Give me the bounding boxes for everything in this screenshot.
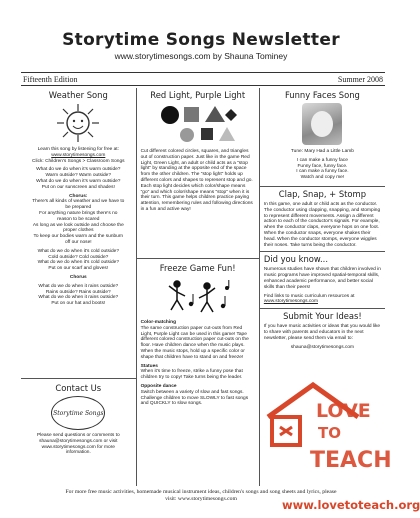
watermark-love: LOVE [316, 400, 371, 422]
dancing-music-icon [163, 276, 233, 318]
contact-text: Please send questions or comments to shauna@storytimesongs.com or visit www.storytimesongs.com for more information. [21, 433, 136, 456]
submit-title: Submit Your Ideas! [283, 311, 362, 322]
footer-line-2[interactable]: visit: www.storytimesongs.com [165, 496, 237, 502]
column-middle [137, 88, 260, 486]
weather-verse-2: What do we do when it's cold outside? Cold outside? Cold outside? What do we do when it's cold outside? Put on our scarf and gloves! [37, 248, 120, 272]
clap-title: Clap, Snap, + Stomp [278, 188, 367, 199]
edition-bar [21, 72, 385, 86]
weather-song-title: Weather Song [48, 90, 108, 100]
watermark-to: TO [318, 424, 341, 442]
didyouknow-text: Numerous studies have shown that children involved in music programs have improved spatial-temporal skills, enhanced academic performance, and better social skills than their peers! [263, 267, 381, 290]
chorus-label: Chorus: [69, 193, 88, 199]
redlight-title: Red Light, Purple Light [150, 90, 246, 100]
funny-faces-title: Funny Faces Song [284, 90, 360, 100]
edition-label: Fifteenth Edition [23, 74, 78, 84]
clap-text: In this game, one adult or child acts as the conductor. The conductor using clapping, snapping, and stomping to represent different movements. Assign a different action to each of the conductor's signals. For example, when the conductor claps, everyone hops on one foot. When the conductor snaps, everyone shakes their head. When the conductor stomps, everyone wiggles their noses. Take turns being the conductor. [263, 201, 381, 248]
didyouknow-title: Did you know... [263, 254, 328, 265]
weather-link[interactable]: www.storytimesongs.com [51, 152, 106, 158]
freeze-p1: The same construction paper cut-outs from Red Light, Purple Light can be used in this game! Tape different colored construction paper cut-outs on the floor. Have children dance when the music plays. When the music stops, hold up a specific color or shape that children have to stand on and freeze! [140, 325, 249, 360]
freeze-title: Freeze Game Fun! [159, 263, 236, 273]
page-subtitle: www.storytimesongs.com by Shauna Tominey [114, 51, 288, 61]
submit-text: If you have music activities or ideas that you would like to share with parents and educators in the next newsletter, please send them via email to: [263, 324, 381, 341]
weather-verse-3: What do we do when it rains outside? Rains outside? Rains outside? What do we do when it rains outside? Put on our hat and boots! [38, 283, 119, 307]
contact-title: Contact Us [55, 383, 102, 393]
sun-icon [55, 103, 101, 143]
watermark-url[interactable]: www.lovetoteach.org [282, 498, 420, 512]
newsletter-header [8, 30, 394, 61]
watermark-teach: TEACH [310, 448, 392, 473]
submit-email[interactable]: shauna@storytimesongs.com [290, 344, 355, 350]
freeze-p3: Switch between a variety of slow and fast songs. Challenge children to move SLOWLY to fast songs and QUICKLY to slow songs. [140, 389, 249, 407]
freeze-h3: Opposite dance [140, 383, 177, 389]
contact-email-link[interactable]: shauna@storytimesongs.com or visit [39, 438, 118, 444]
freeze-h1: Color-matching [140, 320, 177, 325]
column-left [21, 88, 137, 486]
page-title: Storytime Songs Newsletter [62, 30, 340, 50]
funny-lyrics: I can make a funny face Funny face, funny face. I can make a funny face. Watch and copy me! [296, 157, 349, 181]
season-label: Summer 2008 [337, 74, 383, 84]
redlight-text: Cut different colored circles, squares, and triangles out of construction paper. Just like in the game Red Light, Green Light, an adult or child acts as a "stop light" by standing at the opposite end of the space from the other children. The "stop light" holds up different colors and shapes to represent stop and go. Each stop light decides which color/shape means "go" and which color/shape means "stop" when it is their turn. This game helps children practice paying attention, remembering rules and following directions in a fun and active way! [140, 149, 253, 212]
storytime-songs-logo: Storytime Songs [51, 396, 105, 430]
weather-verse-1: What do we do when it's warm outside? Warm outside? Warm outside? What do we do when it's warm outside? Put on our sunscreen and shades! [36, 167, 121, 190]
didyouknow-link[interactable]: www.storytimesongs.com [263, 299, 318, 305]
freeze-p2: When it's time to freeze, strike a funny pose that children try to copy! Take turns being the leader. [140, 369, 243, 381]
freeze-h2: Statues [140, 363, 158, 369]
funny-tune: Tune: Mary Had a Little Lamb [290, 149, 354, 154]
footer-line-1: For more free music activities, homemade musical instrument ideas, children's songs and song sheets and lyrics, please [65, 489, 337, 495]
didyouknow-link-intro: Find links to music curriculum resources at [263, 293, 355, 299]
child-photo [302, 103, 342, 145]
weather-intro: Learn this song by listening for free at: www.storytimesongs.com Click: Children's Songs > Classroom Songs [25, 147, 132, 164]
chorus-2-label: Chorus [69, 274, 87, 280]
colored-shapes-image [157, 103, 239, 145]
weather-chorus: There's all kinds of weather and we have to be prepared For anything nature brings there's no reason to be scared As long as we look outside and choose the proper clothes To keep our bodies warm and the sunburn off our nose! [32, 199, 125, 245]
